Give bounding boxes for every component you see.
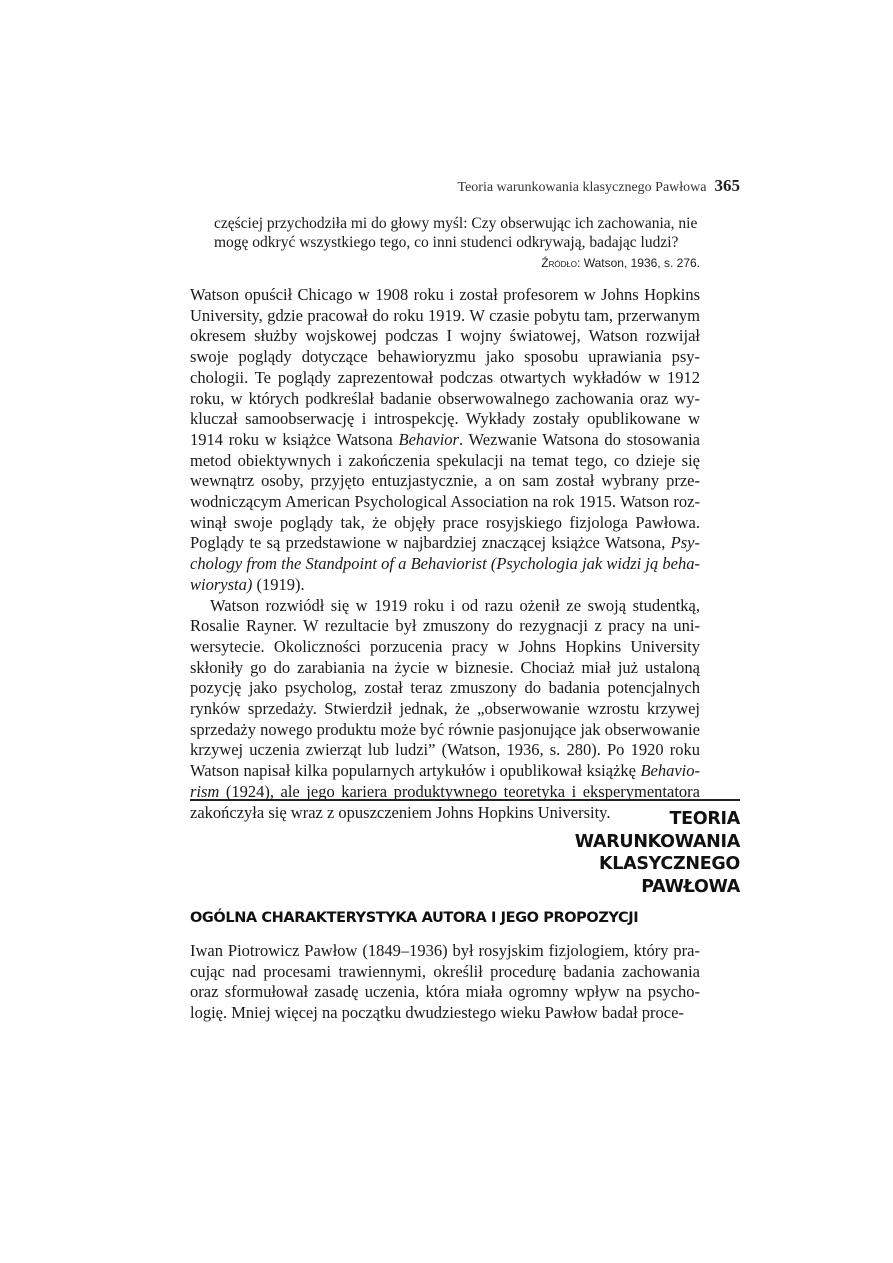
page-number: 365 [714, 176, 740, 195]
subsection-heading: OGÓLNA CHARAKTERYSTYKA AUTORA I JEGO PROPOZYCJI [190, 910, 639, 926]
text-run: . Wezwanie Watsona do stosowania metod obiektywnych i zakończenia spekulacji na temat tego, co dzieje się wewnątrz osoby, przyjęto entuzjastycznie, a on sam został wybrany przewodniczącym American Psychological Association na rok 1915. Watson rozwinął swoje poglądy tak, że objęły prace rosyjskiego fizjologa Pawłowa. Poglądy te są przedstawione w najbardziej znaczącej książce Watsona, [190, 429, 700, 553]
section-title-line: KLASYCZNEGO [599, 854, 740, 874]
paragraph [190, 596, 700, 824]
quote-line: częściej przychodziła mi do głowy myśl: Czy obserwując ich zachowania, nie [214, 215, 698, 232]
text-run: Watson opuścił Chicago w 1908 roku i został profesorem w Johns Hopkins University, gdzie pracował do roku 1919. W czasie pobytu tam, przerwanym okresem służby wojskowej podczas I wojny światowej, Watson rozwijał swoje poglądy dotyczące behawioryzmu jako sposobu uprawiania psychologii. Te poglądy zaprezentował podczas otwartych wykładów w 1912 roku, w których podkreślał badanie obserwowalnego zachowania oraz wykluczał samoobserwację i introspekcję. Wykłady zostały opublikowane w 1914 roku w książce Watsona [190, 285, 700, 449]
text-run: Watson rozwiódł się w 1919 roku i od razu ożenił ze swoją studentką, Rosalie Rayner. W rezultacie był zmuszony do rezygnacji z pracy na uniwersytecie. Okoliczności porzucenia pracy w Johns Hopkins University skłoniły go do zarabiania na życie w biznesie. Chociaż miał już ustaloną pozycję jako psycholog, został teraz zmuszony do badania potencjalnych rynków sprzedaży. Stwierdził jednak, że „obserwowanie wzrostu krzywej sprzedaży nowego produktu może być równie pasjonujące jak obserwowanie krzywej uczenia zwierząt lub ludzi” (Watson, 1936, s. 280). Po 1920 roku Watson napisał kilka popularnych artykułów i opublikował książkę [190, 595, 700, 781]
source-citation: Watson, 1936, s. 276. [583, 256, 700, 270]
section-intro-text [190, 941, 700, 1024]
section-title-line: TEORIA [669, 809, 740, 829]
source-label: Źródło: [541, 256, 581, 270]
paragraph: Iwan Piotrowicz Pawłow (1849–1936) był rosyjskim fizjologiem, który pracując nad procesami trawiennymi, określił procedurę badania zachowania oraz sformułował zasadę uczenia, która miała ogromny wpływ na psychologię. Mniej więcej na początku dwudziestego wieku Pawłow badał proce- [190, 941, 700, 1023]
book-title: Behavior [398, 429, 459, 449]
book-title: Behaviorism [190, 761, 700, 801]
quote-line: mogę odkryć wszystkiego tego, co inni studenci odkrywają, badając ludzi? [214, 234, 679, 251]
book-title: Psychology from the Standpoint of a Behaviorist (Psychologia jak widzi ją behawiorysta) [190, 533, 700, 594]
quote-source [214, 256, 700, 270]
section-divider [190, 799, 740, 801]
block-quote [214, 214, 700, 252]
section-title-line: PAWŁOWA [641, 876, 740, 897]
running-title: Teoria warunkowania klasycznego Pawłowa [457, 180, 707, 195]
running-header [400, 176, 740, 196]
main-body-text [190, 285, 700, 823]
text-run: (1924), ale jego kariera produktywnego teoretyka i eksperymentatora zakończyła się wraz z opuszczeniem Johns Hopkins University. [190, 781, 700, 822]
section-title [500, 808, 740, 898]
paragraph [190, 285, 700, 596]
text-run: (1919). [252, 574, 305, 594]
section-title-line: WARUNKOWANIA [574, 831, 740, 852]
